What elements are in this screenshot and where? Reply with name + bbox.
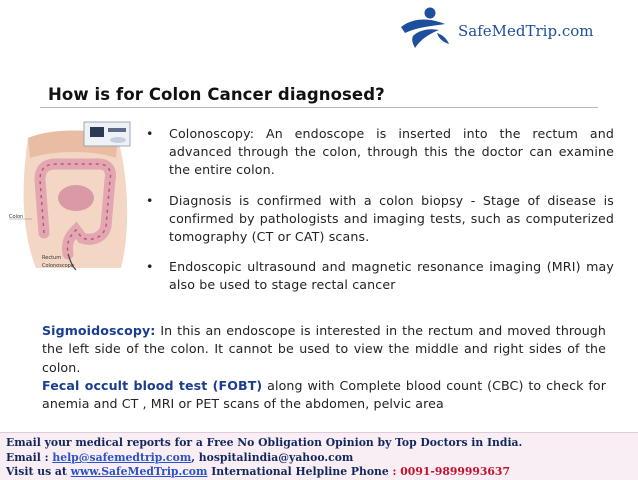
- safemedtrip-logo: [395, 6, 451, 50]
- sigmoidoscopy-heading: Sigmoidoscopy:: [42, 323, 156, 338]
- sigmoidoscopy-text: In this an endoscope is interested in the rectum and moved through the left side of the colon. It cannot be used to view the middle and right sides of the colon.: [42, 323, 606, 375]
- colon-anatomy-illustration: [6, 118, 136, 273]
- label-colon: Colon: [9, 214, 24, 220]
- diagnosis-bullet-list: [146, 125, 614, 307]
- footer-offer-line: Email your medical reports for a Free No Obligation Opinion by Top Doctors in India.: [6, 436, 523, 449]
- fobt-heading: Fecal occult blood test (FOBT): [42, 378, 263, 393]
- bullet-text: Endoscopic ultrasound and magnetic resonance imaging (MRI) may also be used to stage rectal cancer: [169, 259, 614, 293]
- label-rectum: Rectum: [42, 255, 62, 261]
- helpline-separator: :: [388, 465, 401, 478]
- email-separator: ,: [191, 451, 199, 464]
- bullet-marker: •: [146, 192, 154, 208]
- bullet-colonoscopy: [146, 125, 614, 180]
- contact-footer: [0, 432, 638, 480]
- email-link-help[interactable]: help@safemedtrip.com: [52, 451, 192, 464]
- visit-label: Visit us at: [6, 465, 71, 478]
- sigmoidoscopy-paragraph: [42, 322, 606, 377]
- footer-visit-line: [6, 465, 510, 478]
- slide-title: How is for Colon Cancer diagnosed?: [48, 85, 385, 104]
- bullet-text: Colonoscopy: An endoscope is inserted into the rectum and advanced through the colon, through this the doctor can examine the entire colon.: [169, 126, 614, 178]
- email-link-hospitalindia[interactable]: hospitalindia@yahoo.com: [198, 451, 354, 464]
- title-divider: [40, 107, 598, 108]
- footer-email-line: [6, 451, 353, 464]
- helpline-phone[interactable]: 0091-9899993637: [400, 465, 510, 478]
- label-colonoscope: Colonoscope: [42, 263, 74, 269]
- brand-name: SafeMedTrip.com: [458, 22, 594, 40]
- bullet-marker: •: [146, 126, 154, 141]
- website-link[interactable]: www.SafeMedTrip.com: [70, 465, 208, 478]
- bullet-ultrasound-mri: [146, 258, 614, 294]
- bullet-biopsy: [146, 192, 614, 247]
- fobt-paragraph: [42, 377, 606, 414]
- bullet-text: Diagnosis is confirmed with a colon biopsy - Stage of disease is confirmed by pathologists and imaging tests, such as computerized tomography (CT or CAT) scans.: [169, 192, 614, 245]
- fobt-text: along with Complete blood count (CBC) to check for anemia and CT , MRI or PET scans of the abdomen, pelvic area: [42, 378, 607, 412]
- bullet-marker: •: [146, 259, 154, 275]
- email-label: Email :: [6, 451, 53, 464]
- helpline-label: International Helpline Phone: [207, 465, 389, 478]
